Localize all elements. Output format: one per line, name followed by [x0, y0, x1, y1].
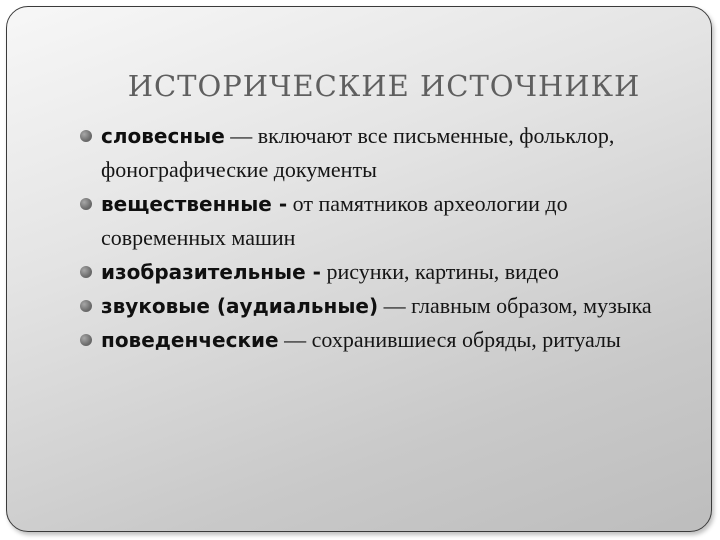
bullet-icon — [80, 266, 92, 278]
item-description: — сохранившиеся обряды, ритуалы — [278, 327, 621, 352]
list-item-visual — [75, 255, 695, 289]
bullet-icon — [80, 334, 92, 346]
item-term: изобразительные - — [101, 260, 321, 284]
sources-list — [75, 119, 695, 357]
list-item-material — [75, 187, 695, 255]
slide — [6, 6, 712, 532]
bullet-icon — [80, 130, 92, 142]
list-item-audio — [75, 289, 695, 323]
bullet-icon — [80, 300, 92, 312]
item-description: рисунки, картины, видео — [320, 259, 559, 284]
item-description: — включают все письменные, фольклор, фонографические документы — [101, 123, 615, 182]
item-term: звуковые (аудиальные) — [101, 294, 379, 318]
list-item-behavioral — [75, 323, 695, 357]
item-description: — главным образом, музыка — [378, 293, 652, 318]
item-description: от памятников археологии до современных машин — [101, 191, 568, 250]
item-term: словесные — [101, 124, 225, 148]
bullet-icon — [80, 198, 92, 210]
item-term: вещественные - — [101, 192, 288, 216]
item-term: поведенческие — [101, 328, 279, 352]
slide-title: ИСТОРИЧЕСКИЕ ИСТОЧНИКИ — [127, 69, 641, 103]
list-item-verbal — [75, 119, 695, 187]
